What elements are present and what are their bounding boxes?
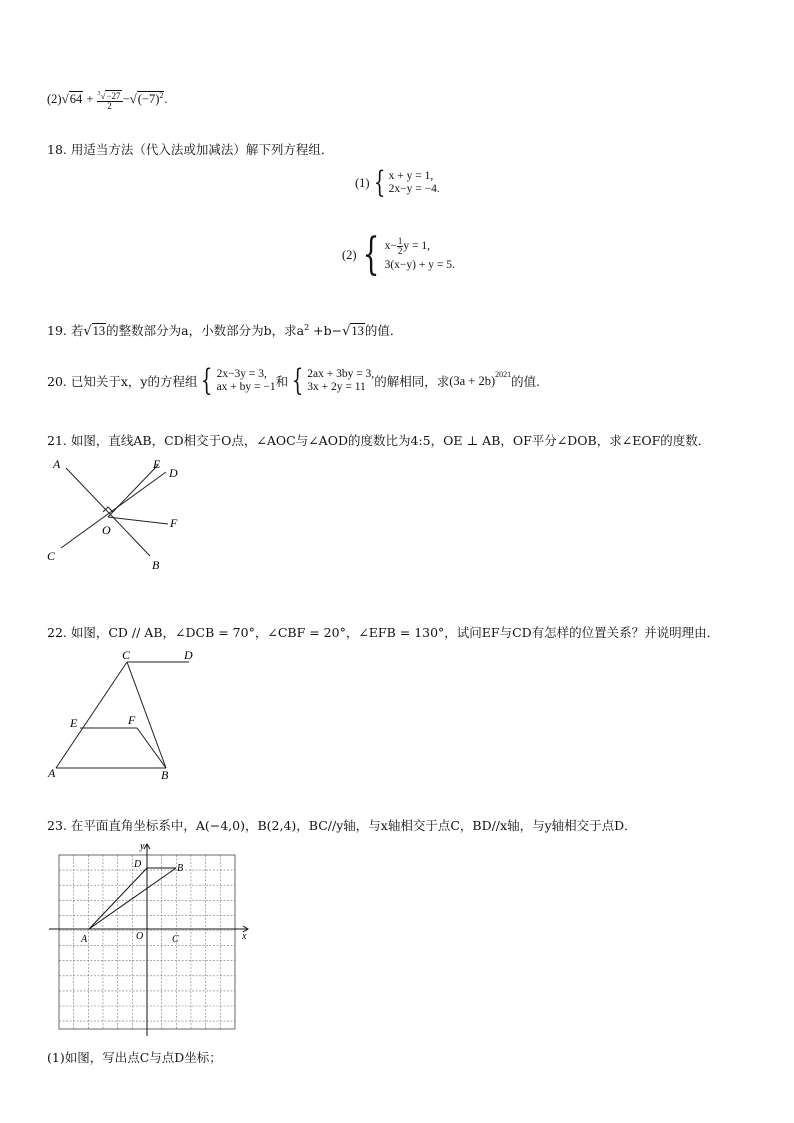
label-A: A — [53, 457, 61, 471]
q18-system1 — [355, 165, 440, 200]
brace: { — [291, 363, 304, 398]
ray-OF — [108, 517, 168, 524]
q18-p2-equations — [385, 237, 455, 274]
q18-p1-equations — [389, 170, 440, 196]
line-CD — [61, 472, 166, 548]
q17-den: 2 — [107, 100, 112, 111]
q20-post: 的值. — [511, 374, 541, 389]
q23-text: 23. 在平面直角坐标系中，A(−4,0)，B(2,4)，BC//y轴，与x轴相交于点C，BD//x轴，与y轴相交于点D． — [47, 818, 637, 833]
q19-pre: 19. 若 — [47, 323, 84, 339]
label-F: F — [170, 516, 178, 530]
q17-plus: + — [86, 92, 94, 107]
q17-radicand2-wrap — [137, 91, 168, 107]
q20-system2 — [307, 368, 374, 394]
q20-s2e2: 3x + 2y = 11 — [307, 381, 366, 393]
q17-sq: 2 — [159, 91, 164, 100]
label-B: B — [161, 768, 169, 782]
label-C: C — [47, 549, 56, 563]
label-D: D — [184, 648, 193, 662]
q18-p1-label: (1) — [355, 175, 370, 190]
q20-pre: 20. 已知关于x，y的方程组 — [47, 374, 198, 389]
q17-minus: − — [122, 92, 130, 107]
q22-text: 22. 如图，CD // AB，∠DCB = 70°，∠CBF = 20°，∠EFB = 130°，试问EF与CD有怎样的位置关系？并说明理由． — [47, 625, 720, 640]
segment-AD — [89, 868, 147, 929]
sqrt-sign: √ — [61, 91, 69, 107]
q18-p2-eq2: 3(x−y) + y = 5. — [384, 258, 455, 271]
segment-CA — [56, 662, 127, 768]
label-E: E — [70, 716, 78, 730]
label-O: O — [102, 523, 111, 537]
q20-s1e2: ax + by = −1 — [216, 381, 276, 393]
q18-p1-eq1: x + y = 1, — [388, 170, 434, 182]
q23-coordinate-grid — [44, 838, 254, 1038]
label-D: D — [134, 859, 142, 870]
q17-cube-index: 3 — [97, 90, 101, 97]
q18-p2-eq1 — [385, 237, 455, 256]
q19-post: 的值． — [364, 323, 403, 339]
q19: 19. 若√13的整数部分为a，小数部分为b，求$a^2 +b-√13$的值． — [47, 323, 403, 340]
q19-rad2: 13 — [351, 324, 364, 339]
q18-system2 — [342, 229, 455, 280]
q20-s1e1: 2x−3y = 3, — [216, 368, 267, 380]
q17-label: (2) — [47, 92, 62, 107]
q20-s2e1: 2ax + 3by = 3, — [307, 368, 375, 380]
brace: { — [201, 363, 213, 398]
label-E: E — [153, 457, 161, 471]
q17-radicand2: (−7) — [137, 92, 160, 107]
q20-and: 和 — [275, 374, 289, 389]
q21-text: 21. 如图，直线AB，CD相交于O点，∠AOC与∠AOD的度数比为4:5，OE ⊥ AB，OF平分∠DOB，求∠EOF的度数． — [47, 433, 711, 448]
q17-cube-radicand: −27 — [106, 90, 121, 101]
q17-end: . — [164, 92, 168, 107]
label-A: A — [48, 766, 56, 780]
label-O: O — [136, 931, 144, 942]
q18-p2-num: 1 — [397, 235, 403, 246]
label-C: C — [172, 934, 179, 945]
q19-mid: 的整数部分为a，小数部分为b，求a — [106, 323, 305, 339]
label-F: F — [128, 713, 136, 727]
q20-expr: (3a + 2b) — [449, 373, 496, 388]
q20 — [47, 363, 541, 398]
segment-FB — [137, 728, 166, 768]
label-x: x — [242, 931, 247, 942]
label-B: B — [152, 558, 160, 572]
q17-radicand1: 64 — [69, 92, 83, 107]
q20-system1 — [217, 368, 276, 394]
q18-p2-rest: y = 1, — [403, 239, 430, 252]
q18-title: 18. 用适当方法（代入法或加减法）解下列方程组． — [47, 142, 334, 157]
brace: { — [362, 229, 379, 280]
q18-p1-eq2: 2x−y = −4. — [388, 183, 440, 195]
brace: { — [373, 165, 385, 200]
q18-p2-x: x− — [384, 239, 397, 252]
q17-fraction: $\frac{^3√-27}{2}$ — [97, 90, 121, 111]
label-y: y — [140, 841, 145, 852]
label-C: C — [122, 648, 131, 662]
q23-sub1: (1)如图，写出点C与点D坐标； — [47, 1050, 222, 1065]
ray-OE — [108, 465, 158, 517]
q18-p2-label: (2) — [342, 247, 357, 262]
q18-p2-den: 2 — [397, 245, 403, 256]
q20-mid: 的解相同，求 — [374, 374, 450, 389]
q19-mid2: +b− — [309, 323, 343, 339]
q20-exp: 2021 — [495, 370, 512, 379]
q22-figure — [44, 645, 204, 785]
q19-rad: 13 — [92, 324, 106, 339]
label-D: D — [169, 466, 178, 480]
label-B: B — [177, 863, 184, 874]
line-AB — [66, 468, 150, 556]
q21-figure — [44, 452, 194, 577]
label-A: A — [81, 934, 88, 945]
q17-part2: (2)√64 + $\frac{^3√-27}{2}$ $-√(-7)^2$. — [47, 90, 168, 111]
q19-sup: 2 — [304, 323, 310, 332]
